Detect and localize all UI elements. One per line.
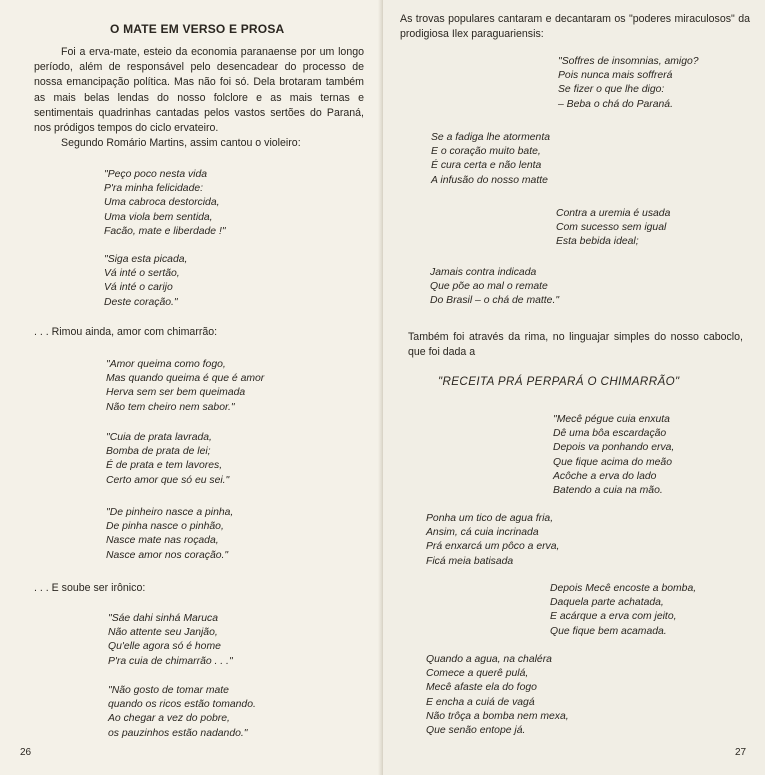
verse-line: Deste coração."	[104, 296, 178, 308]
verse-line: É cura certa e não lenta	[431, 160, 542, 172]
verse-line: Não attente seu Janjão,	[108, 627, 218, 639]
verse-line: Comece a querê pulá,	[426, 668, 529, 680]
verse-line: Do Brasil – o chá de matte."	[430, 295, 560, 307]
lead-ironico: . . . E soube ser irônico:	[34, 582, 146, 594]
right-stanza-8	[426, 653, 569, 738]
verse-line: Ansim, cá cuia incrinada	[426, 527, 539, 539]
verse-line: Jamais contra indicada	[430, 267, 537, 278]
verse-line: quando os ricos estão tomando.	[108, 699, 256, 711]
page-number-right: 27	[735, 747, 747, 758]
verse-line: A infusão do nosso matte	[431, 174, 548, 186]
verse-line: Prá enxarcá um pôco a erva,	[426, 541, 560, 553]
verse-line: Contra a uremia é usada	[556, 208, 671, 219]
left-stanza-6	[108, 612, 233, 669]
verse-line: Vá inté o carijo	[104, 282, 173, 294]
right-stanza-4	[430, 266, 559, 309]
verse-line: E encha a cuiá de vagá	[426, 696, 535, 708]
verse-line: Não tem cheiro nem sabor."	[106, 401, 235, 413]
verse-line: De pinha nasce o pinhão,	[106, 521, 224, 533]
verse-line: Certo amor que só eu sei."	[106, 474, 230, 486]
left-stanza-5	[106, 506, 233, 563]
verse-line: Se a fadiga lhe atormenta	[431, 132, 550, 143]
verse-line: "Cuia de prata lavrada,	[106, 432, 212, 443]
verse-line: "Soffres de insomnias, amigo?	[558, 56, 699, 67]
right-stanza-5	[553, 413, 674, 498]
verse-line: Que fique acima do meão	[553, 456, 672, 468]
page-title: O MATE EM VERSO E PROSA	[110, 22, 285, 36]
verse-line: Dê uma bôa escardação	[553, 428, 667, 440]
left-stanza-2	[104, 253, 187, 310]
recipe-title: "RECEITA PRÁ PERPARÁ O CHIMARRÃO"	[438, 375, 680, 388]
verse-line: Uma cabroca destorcida,	[104, 197, 220, 209]
verse-line: "Sáe dahi sinhá Maruca	[108, 613, 218, 624]
verse-line: – Beba o chá do Paraná.	[558, 98, 673, 110]
verse-line: É de prata e tem lavores,	[106, 460, 223, 472]
verse-line: Depois va ponhando erva,	[553, 442, 675, 454]
verse-line: Qu'elle agora só é home	[108, 641, 221, 653]
verse-line: Acôche a erva do lado	[553, 470, 657, 482]
page-number-left: 26	[20, 747, 32, 758]
verse-line: "Peço poco nesta vida	[104, 169, 208, 180]
verse-line: Depois Mecê encoste a bomba,	[550, 583, 697, 594]
left-stanza-1	[104, 168, 226, 239]
verse-line: Esta bebida ideal;	[556, 236, 639, 248]
verse-line: "Não gosto de tomar mate	[108, 685, 229, 696]
left-stanza-4	[106, 431, 229, 488]
verse-line: "Amor queima como fogo,	[106, 359, 226, 370]
verse-line: Pois nunca mais soffrerá	[558, 70, 673, 82]
left-stanza-7	[108, 684, 256, 741]
verse-line: Ao chegar a vez do pobre,	[108, 713, 230, 725]
verse-line: Que põe ao mal o remate	[430, 281, 548, 293]
verse-line: Que fique bem acamada.	[550, 625, 667, 637]
verse-line: P'ra cuia de chimarrão . . ."	[108, 655, 233, 667]
right-stanza-2	[431, 131, 550, 188]
verse-line: Nasce amor nos coração."	[106, 549, 229, 561]
verse-line: Se fizer o que lhe digo:	[558, 84, 665, 96]
recipe-intro-paragraph: Também foi através da rima, no linguajar simples do nosso caboclo, que foi dada a	[408, 331, 743, 359]
verse-line: Bomba de prata de lei;	[106, 446, 211, 458]
lead-chimarrao: . . . Rimou ainda, amor com chimarrão:	[34, 326, 218, 338]
right-stanza-3	[556, 207, 670, 250]
verse-line: Vá inté o sertão,	[104, 268, 180, 280]
verse-line: P'ra minha felicidade:	[104, 183, 204, 195]
intro-paragraph: Foi a erva-mate, esteio da economia paranaense por um longo período, além de responsável pelo desencadear do processo de nossa emancipação política. Mas não foi só. Dela brotaram também as mais belas lendas do nosso folclore e as mais ternas e sentimentais quadrinhas cantadas pelos vastos sertões do Paraná, nos pródigos tempos do ciclo ervateiro.	[34, 46, 364, 135]
verse-line: Quando a agua, na chaléra	[426, 654, 552, 665]
verse-line: "Siga esta picada,	[104, 254, 188, 265]
verse-line: Não trôça a bomba nem mexa,	[426, 710, 569, 722]
left-stanza-3	[106, 358, 264, 415]
verse-line: E o coração muito bate,	[431, 146, 541, 158]
verse-line: Daquela parte achatada,	[550, 597, 664, 609]
right-stanza-6	[426, 512, 559, 569]
verse-line: "Mecê pégue cuia enxuta	[553, 414, 670, 425]
verse-line: Herva sem ser bem queimada	[106, 387, 246, 399]
verse-line: Ficá meia batisada	[426, 555, 514, 567]
right-intro-paragraph: As trovas populares cantaram e decantaram os "poderes miraculosos" da prodigiosa Ilex paraguariensis:	[400, 13, 750, 41]
verse-line: Mecê afaste ela do fogo	[426, 682, 537, 694]
verse-line: Nasce mate nas roçada,	[106, 535, 219, 547]
verse-line: Facão, mate e liberdade !"	[104, 225, 226, 237]
verse-line: Batendo a cuia na mão.	[553, 485, 663, 497]
verse-line: E acárque a erva com jeito,	[550, 611, 677, 623]
right-stanza-7	[550, 582, 696, 639]
verse-line: Ponha um tico de agua fria,	[426, 513, 554, 524]
lead-violeiro: Segundo Romário Martins, assim cantou o violeiro:	[61, 137, 301, 149]
verse-line: "De pinheiro nasce a pinha,	[106, 507, 234, 518]
verse-line: Mas quando queima é que é amor	[106, 373, 265, 385]
verse-line: Com sucesso sem igual	[556, 222, 667, 234]
right-page	[383, 0, 765, 775]
verse-line: Que senão entope já.	[426, 725, 526, 737]
verse-line: Uma viola bem sentida,	[104, 211, 213, 223]
verse-line: os pauzinhos estão nadando."	[108, 727, 248, 739]
right-stanza-1	[558, 55, 699, 112]
